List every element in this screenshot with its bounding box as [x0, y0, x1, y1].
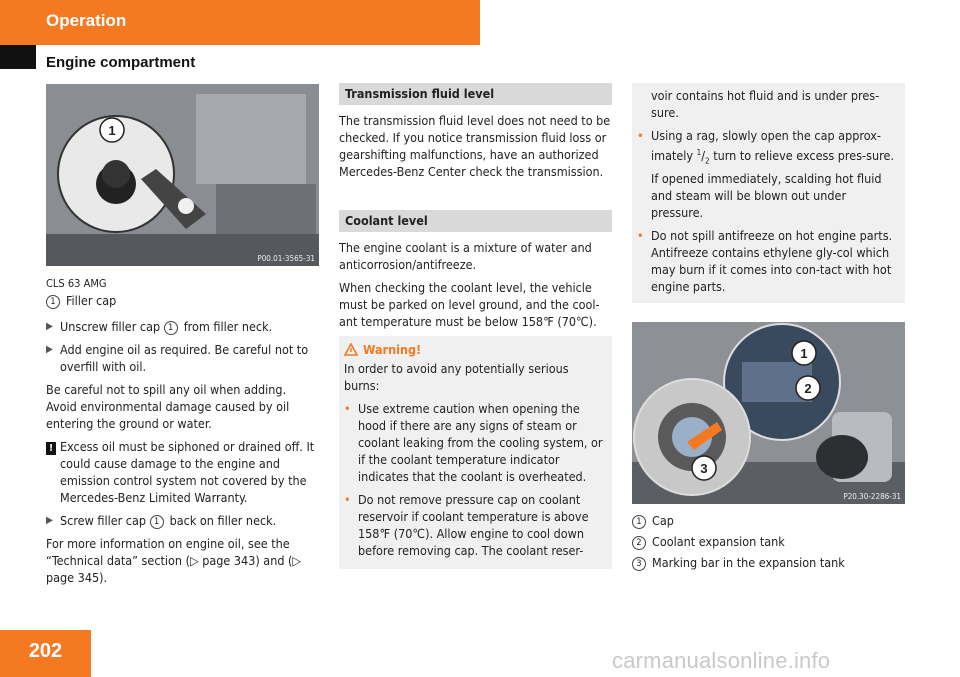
warning-triangle-icon — [344, 343, 358, 356]
notice: ! Excess oil must be siphoned or drained off. It could cause damage to the engine and emission control system not covered by the Mercedes-Benz Limited Warranty. — [46, 438, 318, 506]
step-1: ▶ Unscrew filler cap 1 from filler neck. — [46, 319, 273, 334]
paragraph: The transmission fluid level does not need to be checked. If you notice transmission fluid loss or gearshifting malfunctions, have an authorized Mercedes-Benz Center check the transmission. — [339, 113, 611, 179]
bullet-dot-icon: • — [637, 227, 644, 243]
legend-item: 1 Cap — [632, 512, 905, 529]
step-3: ▶ Screw filler cap 1 back on filler neck. — [46, 513, 277, 528]
arrow-icon: ▶ — [46, 321, 53, 332]
warning-bullet: • Use extreme caution when opening the hood if there are any signs of steam or coolant leaking from the cooling system, or if the coolant temperature indicator indicates that the coolant is overheated. — [344, 401, 603, 484]
warning-bullet: • Do not remove pressure cap on coolant reservoir if coolant temperature is above 158℉ (70℃). Allow engine to cool down before removing cap. The coolant reser- — [344, 492, 589, 558]
legend-number: 1 — [46, 295, 60, 309]
figure-caption: CLS 63 AMG — [46, 277, 107, 290]
legend-item — [46, 292, 318, 309]
legend-list — [632, 512, 905, 575]
coolant-tank-photo — [632, 322, 905, 504]
legend-label: Filler cap — [66, 293, 117, 308]
column-2 — [339, 83, 612, 569]
figure-code: P20.30-2286-31 — [843, 492, 901, 501]
warning-bullet: • Do not spill antifreeze on hot engine parts. Antifreeze contains ethylene gly-col which may burn if it comes into con-tact with hot engine parts. — [637, 227, 893, 294]
warning-box-continued — [632, 83, 905, 303]
step-2: ▶ Add engine oil as required. Be careful not to overfill with oil. — [46, 342, 309, 374]
bullet-dot-icon: • — [344, 492, 351, 507]
legend-item: 3 Marking bar in the expansion tank — [632, 554, 905, 571]
page-number: 202 — [28, 640, 63, 662]
warning-heading: Warning! — [344, 341, 607, 358]
paragraph: When checking the coolant level, the vehicle must be parked on level ground, and the cool-ant temperature must be below 158℉ (70℃). — [339, 280, 600, 329]
coolant-tank-illustration — [632, 322, 905, 504]
column-1 — [46, 275, 318, 592]
callout-1: 1 — [108, 123, 116, 138]
arrow-icon: ▶ — [46, 515, 53, 526]
bullet-dot-icon: • — [344, 401, 351, 416]
engine-oil-photo — [46, 84, 319, 266]
section-heading: Coolant level — [339, 210, 612, 232]
exclamation-icon: ! — [46, 442, 56, 455]
paragraph: In order to avoid any potentially serious burns: — [344, 361, 569, 393]
callout-1: 1 — [800, 346, 808, 361]
warning-box — [339, 336, 612, 569]
section-title: Operation — [46, 11, 127, 30]
arrow-icon: ▶ — [46, 344, 53, 355]
paragraph: Be careful not to spill any oil when adding. Avoid environmental damage caused by oil entering the ground or water. — [46, 382, 290, 431]
header-tab-marker — [0, 45, 36, 69]
warning-bullet: • Using a rag, slowly open the cap approx-imately $^1/_2$ turn to relieve excess pres-sure. If opened immediately, scalding hot fluid and steam will be blown out under pressure. — [637, 128, 894, 220]
figure-code: P00.01-3565-31 — [257, 254, 315, 263]
paragraph: voir contains hot fluid and is under pres-sure. — [651, 88, 880, 120]
paragraph: The engine coolant is a mixture of water and anticorrosion/antifreeze. — [339, 240, 592, 272]
section-heading: Transmission fluid level — [339, 83, 612, 105]
legend-item: 2 Coolant expansion tank — [632, 533, 905, 550]
callout-3: 3 — [700, 461, 708, 476]
bullet-dot-icon: • — [637, 128, 644, 143]
watermark: carmanualsonline.info — [612, 648, 831, 673]
subsection-title: Engine compartment — [46, 54, 196, 71]
engine-oil-illustration — [46, 84, 319, 266]
callout-2: 2 — [804, 381, 812, 396]
paragraph: For more information on engine oil, see the “Technical data” section (▷ page 343) and (▷ page 345). — [46, 536, 302, 585]
